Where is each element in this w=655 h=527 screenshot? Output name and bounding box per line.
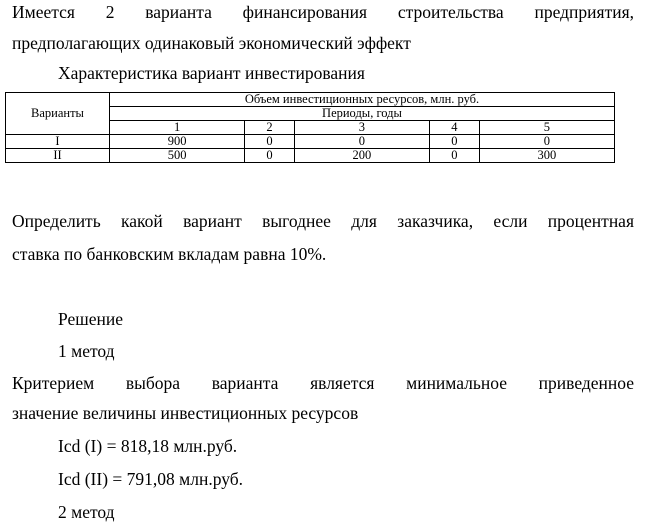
- icd-variant-2: Icd (II) = 791,08 млн.руб.: [58, 469, 244, 489]
- value-cell: 0: [245, 149, 295, 163]
- value-cell: 900: [110, 135, 245, 149]
- table-header-row: [6, 93, 615, 107]
- variant-label: II: [6, 149, 110, 163]
- task-line-1: Определить какой вариант выгоднее для заказчика, если процентная: [12, 211, 634, 231]
- icd-variant-1: Icd (I) = 818,18 млн.руб.: [58, 436, 238, 456]
- period-4: 4: [430, 121, 480, 135]
- period-2: 2: [245, 121, 295, 135]
- period-3: 3: [294, 121, 429, 135]
- value-cell: 200: [294, 149, 429, 163]
- resources-header: Объем инвестиционных ресурсов, млн. руб.: [110, 93, 615, 107]
- value-cell: 0: [294, 135, 429, 149]
- intro-line-1: Имеется 2 варианта финансирования строительства предприятия,: [12, 2, 634, 22]
- solution-heading: Решение: [58, 309, 124, 329]
- value-cell: 300: [479, 149, 614, 163]
- investment-table: [5, 92, 615, 163]
- method-2-label: 2 метод: [58, 502, 115, 522]
- value-cell: 0: [430, 135, 480, 149]
- value-cell: 500: [110, 149, 245, 163]
- period-5: 5: [479, 121, 614, 135]
- periods-header: Периоды, годы: [110, 107, 615, 121]
- table-row: [6, 149, 615, 163]
- value-cell: 0: [430, 149, 480, 163]
- period-1: 1: [110, 121, 245, 135]
- variant-label: I: [6, 135, 110, 149]
- table-title: Характеристика вариант инвестирования: [58, 63, 365, 83]
- value-cell: 0: [479, 135, 614, 149]
- criterion-line-1: Критерием выбора варианта является минимальное приведенное: [12, 373, 634, 393]
- task-line-2: ставка по банковским вкладам равна 10%.: [12, 244, 327, 264]
- intro-line-2: предполагающих одинаковый экономический эффект: [12, 33, 411, 53]
- variants-header: Варианты: [6, 93, 110, 135]
- criterion-line-2: значение величины инвестиционных ресурсов: [12, 403, 359, 423]
- method-1-label: 1 метод: [58, 341, 115, 361]
- table-row: [6, 135, 615, 149]
- value-cell: 0: [245, 135, 295, 149]
